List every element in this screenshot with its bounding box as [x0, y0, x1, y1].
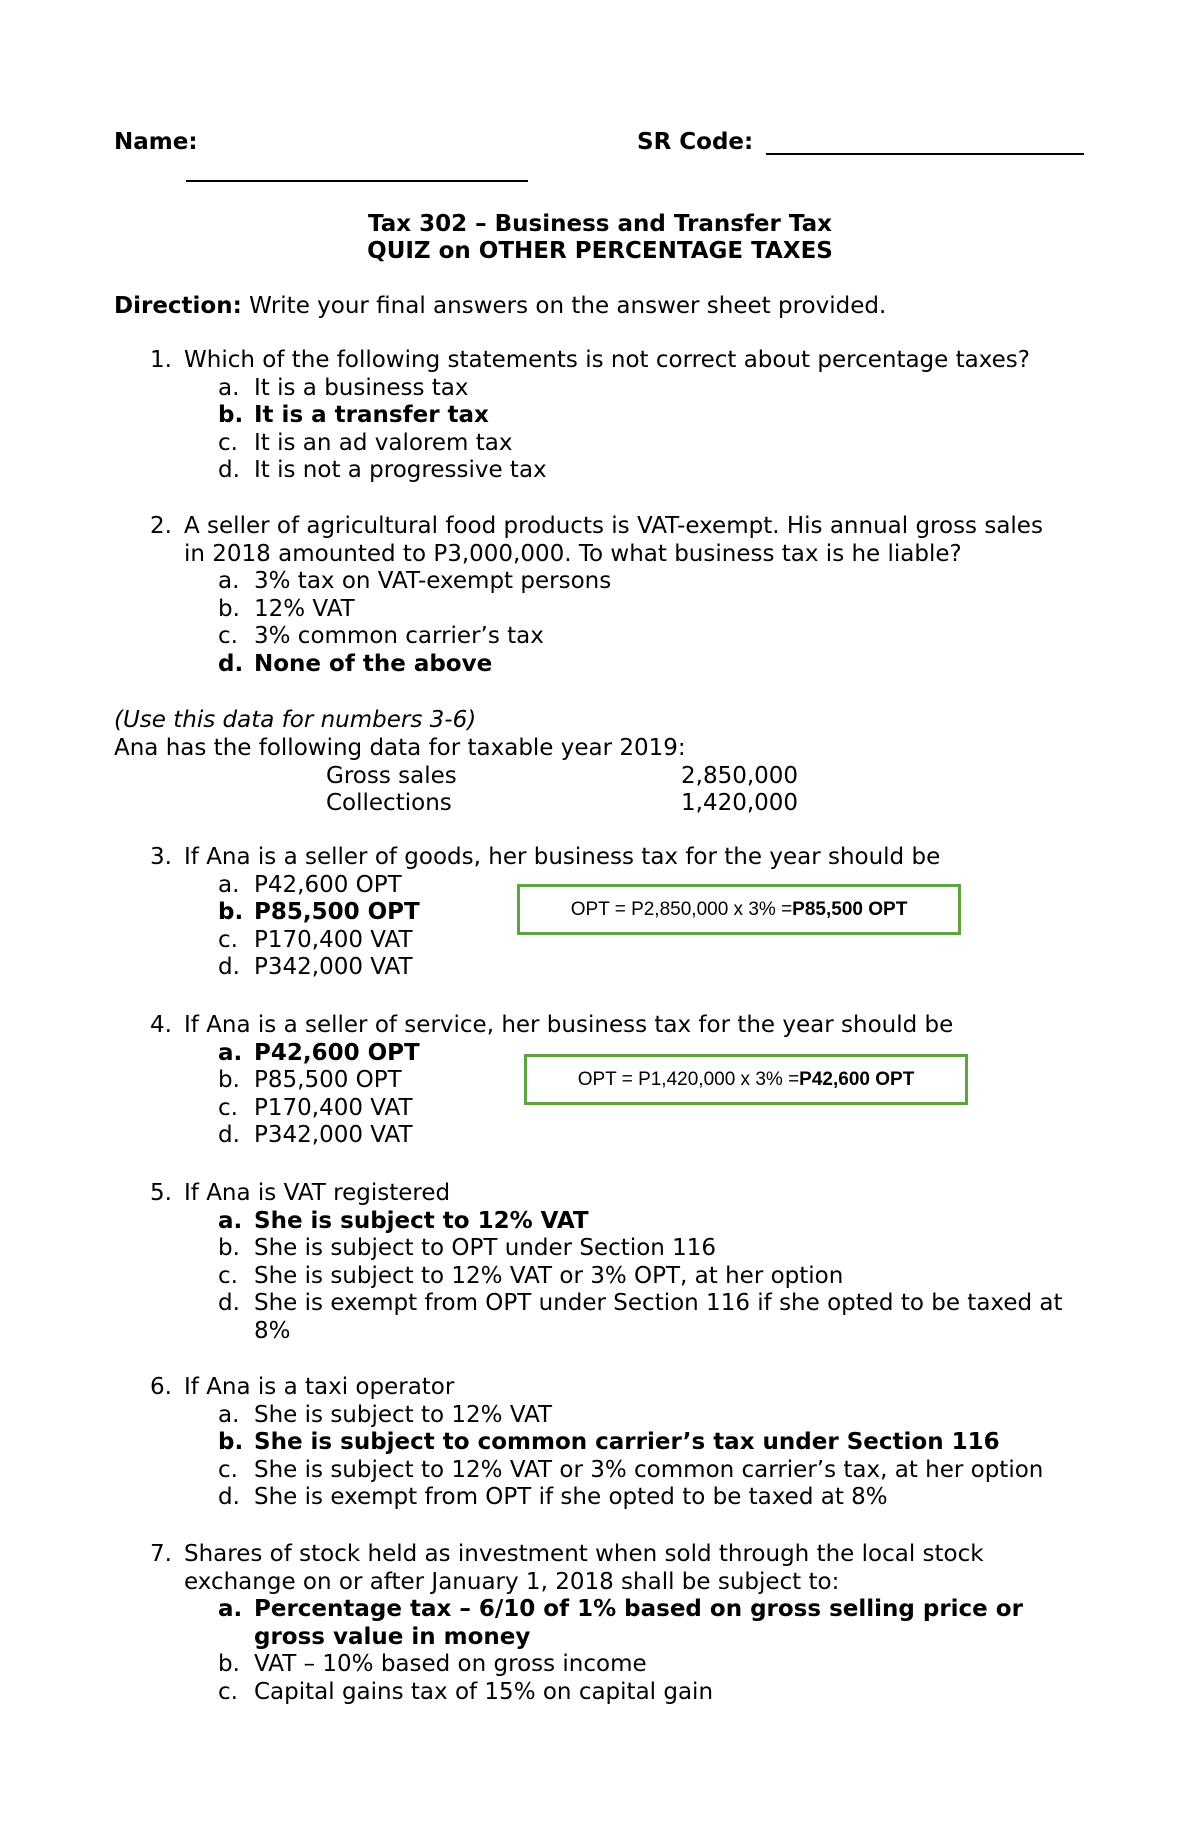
question-number: 2.: [150, 513, 172, 539]
option-c: c. P170,400 VAT: [218, 927, 413, 953]
question-text-line2: exchange on or after January 1, 2018 shall be subject to:: [184, 1569, 840, 1595]
option-d-line2: 8%: [254, 1318, 291, 1344]
question-text-line1: A seller of agricultural food products is VAT-exempt. His annual gross sales: [184, 513, 1043, 539]
option-a: a. She is subject to 12% VAT: [218, 1402, 553, 1428]
option-d: d. It is not a progressive tax: [218, 457, 547, 483]
question-number: 6.: [150, 1374, 172, 1400]
question-text-line1: Shares of stock held as investment when sold through the local stock: [184, 1541, 984, 1567]
data-label-collections: Collections: [326, 790, 452, 816]
option-b-answer: b. P85,500 OPT: [218, 899, 420, 925]
option-b: b. P85,500 OPT: [218, 1067, 402, 1093]
direction: [114, 292, 886, 320]
sr-code-label: SR Code:: [637, 129, 754, 155]
option-a: a. 3% tax on VAT-exempt persons: [218, 568, 612, 594]
question-text: If Ana is a taxi operator: [184, 1374, 455, 1400]
solution-box-q4: OPT = P1,420,000 x 3% = P42,600 OPT: [524, 1054, 968, 1105]
data-intro: Ana has the following data for taxable year 2019:: [114, 735, 686, 761]
data-note: (Use this data for numbers 3-6): [114, 707, 477, 733]
option-a-answer: a. P42,600 OPT: [218, 1040, 420, 1066]
question-number: 4.: [150, 1012, 172, 1038]
course-title: Tax 302 – Business and Transfer Tax: [368, 211, 832, 237]
direction-text: Write your final answers on the answer sheet provided.: [241, 293, 887, 319]
option-c: c. It is an ad valorem tax: [218, 430, 513, 456]
option-b-answer: b. She is subject to common carrier’s tax under Section 116: [218, 1429, 1000, 1455]
quiz-title: QUIZ on OTHER PERCENTAGE TAXES: [367, 238, 833, 264]
option-b-answer: b. It is a transfer tax: [218, 402, 489, 428]
option-b: b. VAT – 10% based on gross income: [218, 1651, 647, 1677]
solution-answer: P85,500 OPT: [792, 898, 908, 920]
option-a-line2: gross value in money: [254, 1624, 531, 1650]
option-c: c. P170,400 VAT: [218, 1095, 413, 1121]
question-text: If Ana is a seller of service, her business tax for the year should be: [184, 1012, 954, 1038]
option-d-answer: d. None of the above: [218, 651, 493, 677]
option-c: c. She is subject to 12% VAT or 3% OPT, at her option: [218, 1263, 844, 1289]
data-value-collections: 1,420,000: [681, 790, 799, 816]
option-a-answer: a. Percentage tax – 6/10 of 1% based on gross selling price or: [218, 1596, 1023, 1622]
option-d: d. She is exempt from OPT under Section 116 if she opted to be taxed at: [218, 1290, 1063, 1316]
question-number: 7.: [150, 1541, 172, 1567]
solution-answer: P42,600 OPT: [799, 1068, 915, 1090]
solution-box-q3: OPT = P2,850,000 x 3% = P85,500 OPT: [517, 884, 961, 935]
name-label: Name:: [114, 129, 198, 155]
option-a: a. It is a business tax: [218, 375, 469, 401]
option-c: c. Capital gains tax of 15% on capital gain: [218, 1679, 714, 1705]
option-d: d. P342,000 VAT: [218, 1122, 413, 1148]
question-text: If Ana is VAT registered: [184, 1180, 451, 1206]
data-value-gross-sales: 2,850,000: [681, 763, 799, 789]
question-number: 1.: [150, 347, 172, 373]
option-a-answer: a. She is subject to 12% VAT: [218, 1208, 589, 1234]
option-c: c. She is subject to 12% VAT or 3% common carrier’s tax, at her option: [218, 1457, 1044, 1483]
sr-code-blank[interactable]: [766, 153, 1084, 155]
option-b: b. She is subject to OPT under Section 116: [218, 1235, 717, 1261]
name-blank[interactable]: [186, 180, 528, 182]
question-number: 5.: [150, 1180, 172, 1206]
option-a: a. P42,600 OPT: [218, 872, 402, 898]
direction-label: Direction:: [114, 293, 242, 319]
option-c: c. 3% common carrier’s tax: [218, 623, 544, 649]
option-d: d. She is exempt from OPT if she opted to be taxed at 8%: [218, 1484, 888, 1510]
question-number: 3.: [150, 844, 172, 870]
question-text: If Ana is a seller of goods, her business tax for the year should be: [184, 844, 941, 870]
option-b: b. 12% VAT: [218, 596, 355, 622]
data-label-gross-sales: Gross sales: [326, 763, 457, 789]
option-d: d. P342,000 VAT: [218, 954, 413, 980]
question-text: Which of the following statements is not correct about percentage taxes?: [184, 347, 1030, 373]
question-text-line2: in 2018 amounted to P3,000,000. To what business tax is he liable?: [184, 541, 962, 567]
